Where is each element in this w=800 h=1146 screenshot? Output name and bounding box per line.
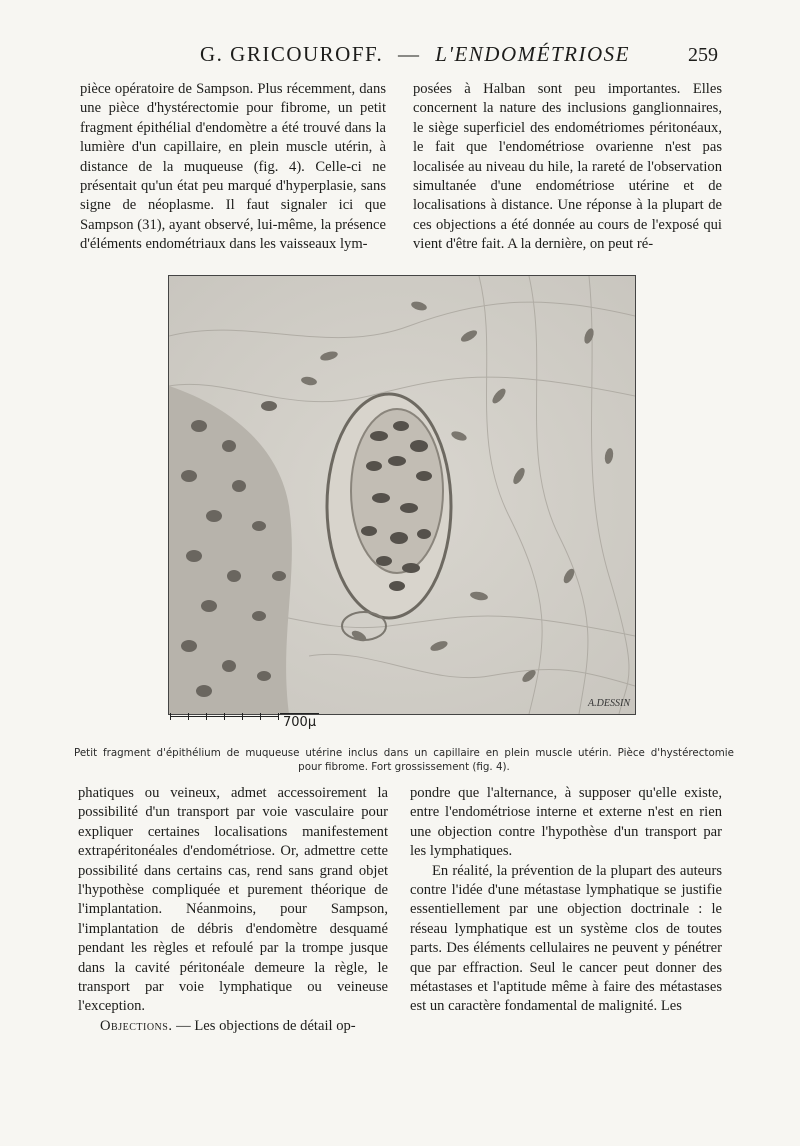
figure-caption — [74, 746, 734, 774]
top-right-column — [413, 80, 722, 255]
histology-figure — [168, 275, 636, 715]
objections-text: — Les objections de détail op- — [172, 1017, 356, 1034]
bottom-left-paragraph-2 — [78, 1017, 388, 1036]
scale-bar — [168, 698, 634, 732]
header-dash: — — [398, 42, 421, 66]
bottom-left-column — [78, 784, 388, 1036]
header-title: L'ENDOMÉTRIOSE — [435, 42, 630, 66]
top-right-paragraph: posées à Halban sont peu importantes. Elles concernent la nature des inclusions ganglionnaires, le siège superficiel des endométriomes péritonéaux, le fait que l'endométriose ovarienne n'est pas localisée au niveau du hile, la rareté de l'observation simultanée d'une endométriose utérine et de localisations à distance. Une réponse à la plupart de ces objections a été donnée au cours de l'exposé qui vient d'être fait. A la dernière, on peut ré- — [413, 81, 722, 253]
running-title — [200, 42, 630, 67]
top-left-column — [80, 80, 386, 255]
top-left-paragraph: pièce opératoire de Sampson. Plus récemment, dans une pièce d'hystérectomie pour fibrome, un petit fragment épithélial d'endomètre a été trouvé dans la lumière d'un capillaire, en plein muscle utérin, à distance de la muqueuse (fig. 4). Celle-ci ne présentait qu'un état peu marqué d'hyperplasie, sans signe de néoplasme. Il faut signaler ici que Sampson (31), ayant observé, lui-même, la présence d'éléments endométriaux dans les vaisseaux lym- — [80, 81, 386, 253]
running-header — [0, 38, 800, 68]
scale-label: 700μ — [280, 713, 319, 730]
header-author: G. GRICOUROFF. — [200, 42, 384, 66]
caption-line-2: pour fibrome. Fort grossissement (fig. 4). — [298, 761, 510, 773]
bottom-left-paragraph-1: phatiques ou veineux, admet accessoirement la possibilité d'un transport par voie vasculaire pour expliquer certaines localisations manifestement extrapéritonéales d'endométriose. Or, admettre cette possibilité dans certains cas, rend sans grand objet l'hypothèse compliquée et purement théorique de l'implantation. Néanmoins, pour Sampson, l'implantation de débris d'endomètre desquamé pendant les règles et refoulé par la trompe jusque dans la cavité péritonéale demeure la règle, le transport par voie lymphatique ou veineuse l'exception. — [78, 785, 388, 1015]
objections-heading: Objections. — [100, 1017, 173, 1034]
bottom-right-paragraph-2: En réalité, la prévention de la plupart des auteurs contre l'idée d'une métastase lymphatique se justifie essentiellement par une objection doctrinale : le réseau lymphatique est un système clos de toutes parts. Des éléments cellulaires ne peuvent y pénétrer que par effraction. Seul le cancer peut donner des métastases et l'aptitude même à faire des métastases est un caractère fondamental de malignité. Les — [410, 862, 722, 1015]
histology-micrograph — [169, 276, 635, 714]
bottom-right-column — [410, 784, 722, 1017]
bottom-right-paragraph-1: pondre que l'alternance, à supposer qu'elle existe, entre l'endométriose interne et externe n'est en rien une objection contre l'hypothèse d'un transport par les lymphatiques. — [410, 785, 722, 860]
artist-signature: A.DESSIN — [588, 698, 630, 709]
page-number: 259 — [688, 44, 718, 66]
caption-line-1: Petit fragment d'épithélium de muqueuse utérine inclus dans un capillaire en plein muscle utérin. Pièce d'hystérectomie — [74, 747, 734, 759]
